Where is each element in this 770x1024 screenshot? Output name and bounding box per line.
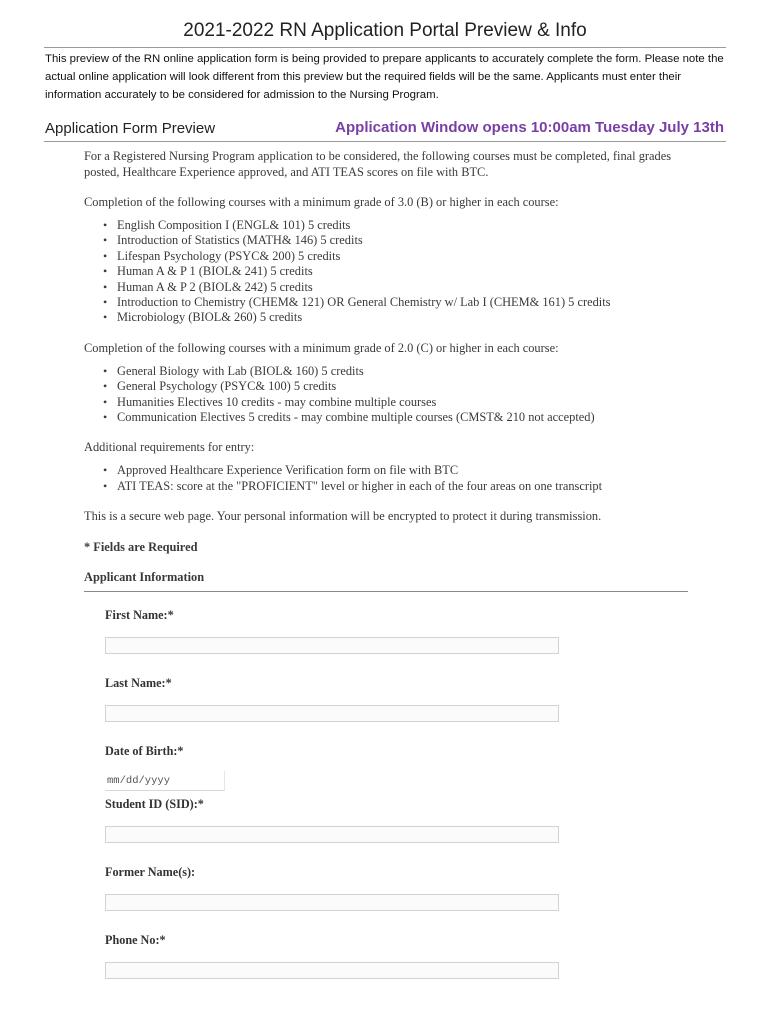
list-item: • Introduction of Statistics (MATH& 146) 5 credits [84,233,704,248]
list-item: • General Psychology (PSYC& 100) 5 credits [84,379,704,394]
applicant-divider [84,591,688,592]
former-names-field[interactable] [105,894,559,911]
title-divider [44,47,726,48]
phone-label: Phone No:* [105,933,166,948]
list-item: • Introduction to Chemistry (CHEM& 121) OR General Chemistry w/ Lab I (CHEM& 161) 5 credits [84,295,704,310]
list-item: • Microbiology (BIOL& 260) 5 credits [84,310,704,325]
list-item: • Communication Electives 5 credits - may combine multiple courses (CMST& 210 not accepted) [84,410,704,425]
sid-field[interactable] [105,826,559,843]
list-item: • Human A & P 2 (BIOL& 242) 5 credits [84,280,704,295]
list-item: • Lifespan Psychology (PSYC& 200) 5 credits [84,249,704,264]
secure-note: This is a secure web page. Your personal information will be encrypted to protect it during transmission. [84,509,602,524]
last-name-label: Last Name:* [105,676,172,691]
group1-list [84,218,704,326]
group2-heading: Completion of the following courses with a minimum grade of 2.0 (C) or higher in each course: [84,340,559,355]
requirements-intro: For a Registered Nursing Program application to be considered, the following courses must be completed, final grades posted, Healthcare Experience approved, and ATI TEAS scores on file with BTC. [84,149,672,179]
former-names-label: Former Name(s): [105,865,196,880]
group2-list [84,364,704,426]
section-divider [44,141,726,142]
page-title: 2021-2022 RN Application Portal Preview & Info [183,20,587,41]
intro-text: This preview of the RN online application form is being provided to prepare applicants to accurately complete the form. Please note the actual online application will look different from this preview but the required fields will be the same. Applicants must enter their information accurately to be considered for admission to the Nursing Program. [45,53,724,101]
list-item: • English Composition I (ENGL& 101) 5 credits [84,218,704,233]
dob-label: Date of Birth:* [105,744,184,759]
list-item: • Approved Healthcare Experience Verification form on file with BTC [84,463,704,478]
phone-field[interactable] [105,962,559,979]
additional-heading: Additional requirements for entry: [84,440,255,455]
list-item: • Human A & P 1 (BIOL& 241) 5 credits [84,264,704,279]
last-name-field[interactable] [105,705,559,722]
list-item: • ATI TEAS: score at the "PROFICIENT" level or higher in each of the four areas on one transcript [84,479,704,494]
sid-label: Student ID (SID):* [105,797,204,812]
application-window-note: Application Window opens 10:00am Tuesday July 13th [335,119,724,136]
applicant-heading: Applicant Information [84,570,205,585]
group1-heading: Completion of the following courses with a minimum grade of 3.0 (B) or higher in each course: [84,195,559,209]
first-name-field[interactable] [105,637,559,654]
required-note: * Fields are Required [84,540,198,555]
section-title: Application Form Preview [45,120,216,137]
first-name-label: First Name:* [105,608,174,623]
list-item: • General Biology with Lab (BIOL& 160) 5 credits [84,364,704,379]
list-item: • Humanities Electives 10 credits - may combine multiple courses [84,395,704,410]
additional-list [84,463,704,494]
dob-field[interactable]: mm/dd/yyyy [105,771,225,791]
application-form-preview [84,145,704,979]
